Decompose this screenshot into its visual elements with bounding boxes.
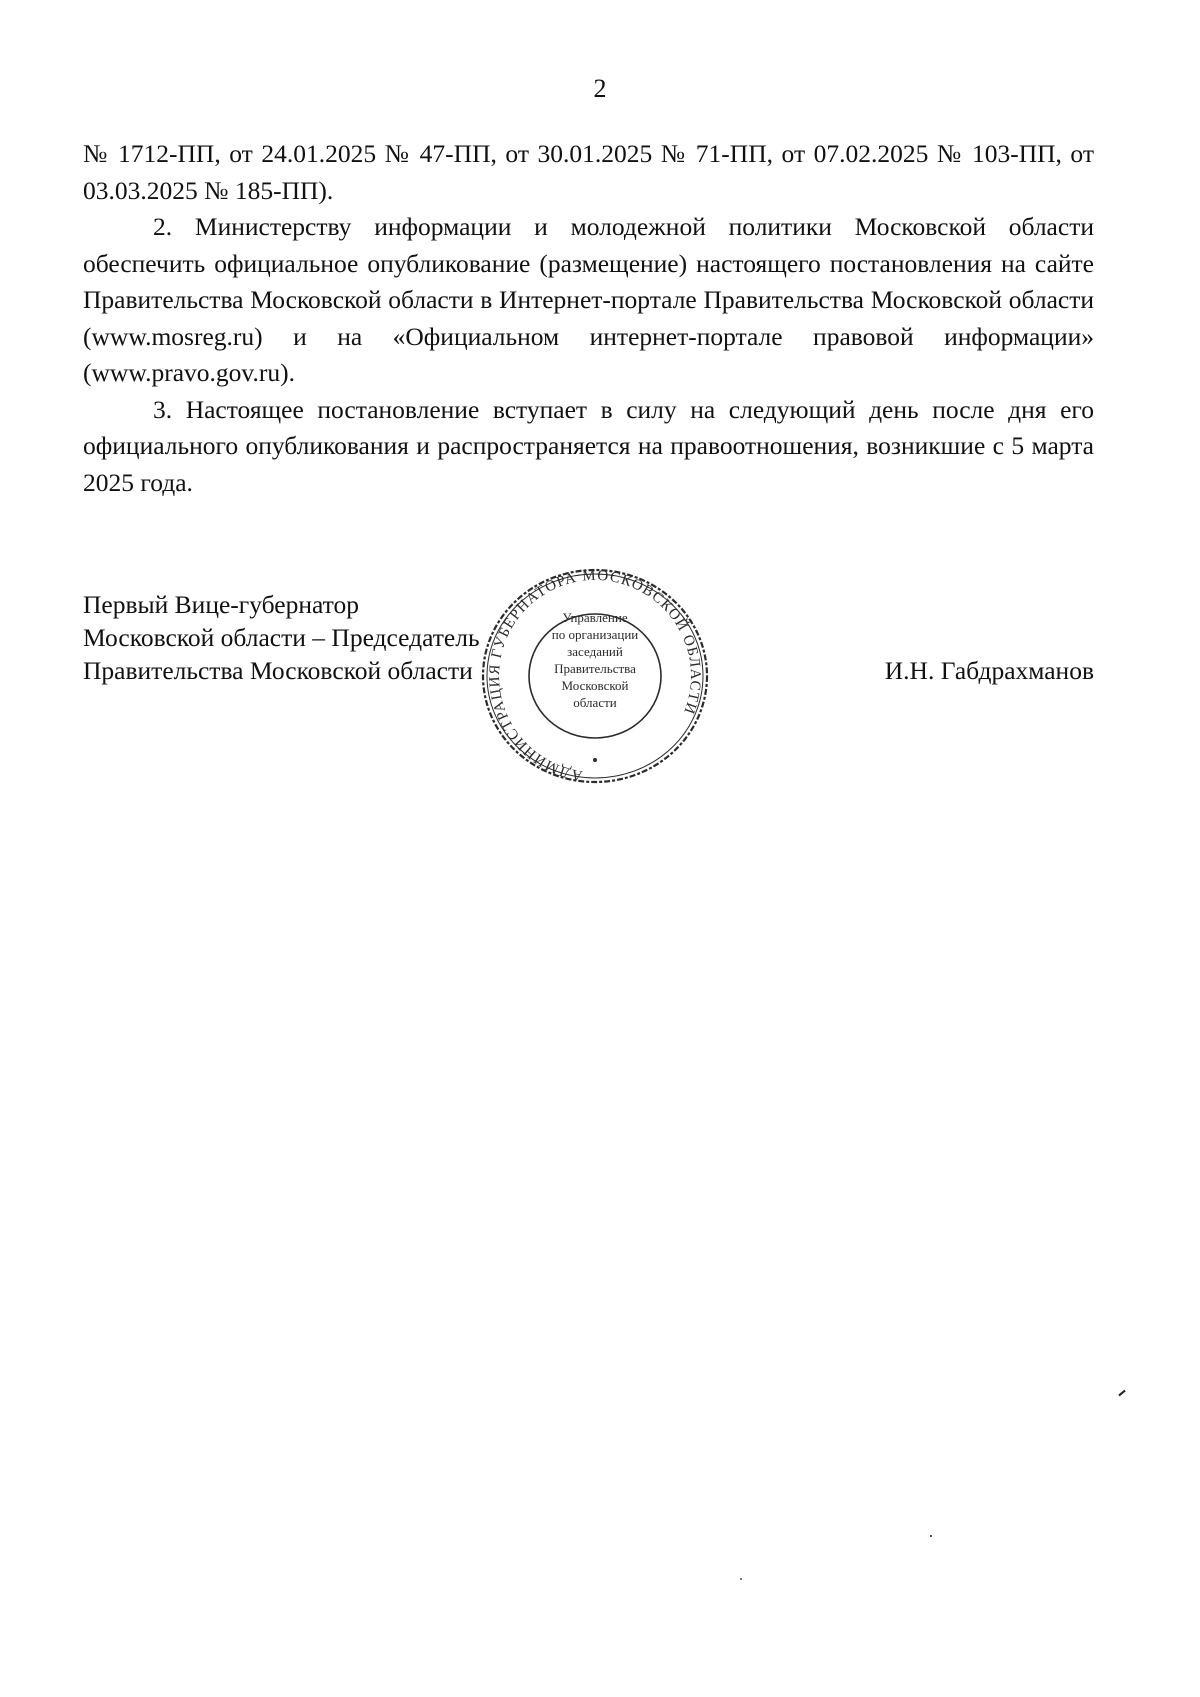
seal-inner-line: области	[573, 695, 617, 710]
seal-inner-line: Управление	[562, 610, 628, 625]
paragraph-2: 2. Министерству информации и молодежной политики Московской области обеспечить официальное опубликование (размещение) настоящего постановления на сайте Правительства Московской области в Интернет-портале Правительства Московской области (www.mosreg.ru) и на «Официальном интернет-портале правовой информации» (www.pravo.gov.ru).	[83, 212, 1094, 387]
seal-inner-line: Правительства	[554, 661, 636, 676]
stray-dot	[740, 1578, 742, 1580]
page-number: 2	[593, 74, 607, 103]
paragraph-3: 3. Настоящее постановление вступает в силу на следующий день после дня его официального опубликования и распространяется на правоотношения, возникшие с 5 марта 2025 года.	[83, 394, 1094, 497]
stray-dot	[930, 1535, 932, 1537]
stray-mark	[1118, 1390, 1125, 1397]
paragraph-continuation: № 1712-ПП, от 24.01.2025 № 47-ПП, от 30.01.2025 № 71-ПП, от 07.02.2025 № 103-ПП, от 03.03.2025 № 185-ПП).	[83, 139, 1094, 205]
svg-text:АДМИНИСТРАЦИЯ ГУБЕРНАТОРА МОСК: АДМИНИСТРАЦИЯ ГУБЕРНАТОРА МОСКОВСКОЙ ОБЛАСТИ	[486, 567, 704, 784]
seal-inner-line: Московской	[561, 678, 629, 693]
signer-position-line-3: Правительства Московской области	[83, 656, 473, 685]
seal-inner-line: по организации	[551, 627, 639, 642]
signature-block	[83, 588, 1094, 687]
signer-position-line-2: Московской области – Председатель	[83, 623, 480, 652]
signer-position-line-1: Первый Вице-губернатор	[83, 590, 359, 619]
signer-name: И.Н. Габдрахманов	[884, 656, 1094, 685]
body-text	[83, 136, 1094, 501]
seal-inner-line: заседаний	[567, 644, 623, 659]
